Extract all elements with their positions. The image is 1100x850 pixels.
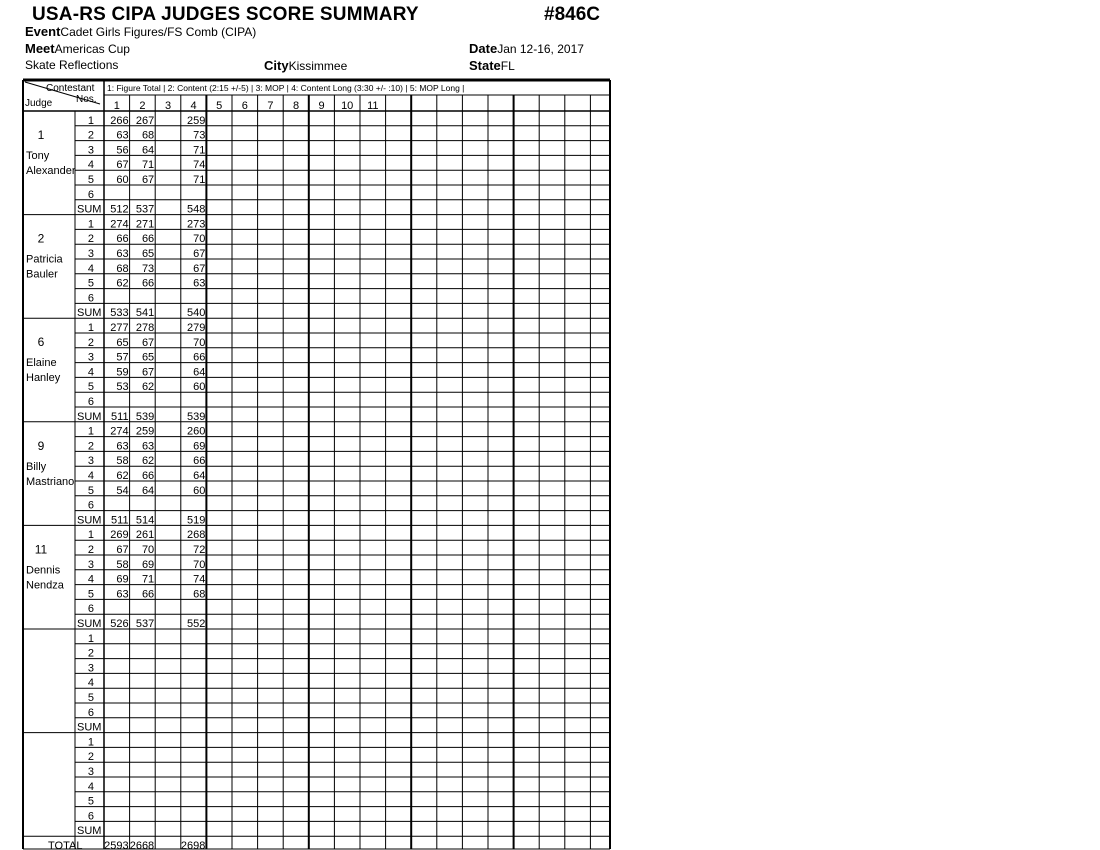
row-label: 4	[87, 677, 94, 690]
contestant-number: 7	[267, 100, 274, 112]
score-cell: 67	[193, 262, 206, 275]
contestant-number: 4	[190, 100, 197, 112]
judge-number: 2	[37, 231, 45, 246]
row-label: 5	[87, 795, 94, 808]
event-value: Cadet Girls Figures/FS Comb (CIPA)	[60, 25, 257, 39]
row-label: SUM	[77, 825, 102, 838]
score-cell: 62	[141, 381, 155, 394]
judge-last-name: Hanley	[26, 372, 61, 385]
row-label: 6	[87, 292, 94, 305]
row-label: 6	[87, 603, 94, 616]
row-label: 6	[87, 810, 94, 823]
score-cell: 519	[187, 514, 206, 527]
row-label: SUM	[77, 410, 102, 423]
row-label: 4	[87, 366, 94, 379]
score-cell: 533	[110, 307, 129, 320]
score-cell: 67	[141, 366, 155, 379]
contestant-number: 3	[164, 100, 172, 112]
score-cell: 271	[135, 218, 155, 231]
row-label: SUM	[77, 203, 102, 216]
city-label: City	[264, 58, 289, 73]
row-label: 2	[87, 544, 94, 556]
score-cell: 63	[193, 277, 206, 290]
score-cell: 540	[187, 307, 206, 320]
score-cell: 63	[116, 440, 129, 453]
score-cell: 64	[193, 470, 206, 482]
score-cell: 62	[116, 470, 129, 482]
score-cell: 260	[187, 425, 206, 438]
contestant-number: 1	[113, 100, 120, 112]
nos-header: Nos.	[76, 94, 97, 105]
score-cell: 261	[135, 529, 155, 542]
score-cell: 60	[116, 174, 129, 186]
score-cell: 63	[116, 588, 129, 601]
score-cell: 74	[193, 159, 206, 172]
total-label: TOTAL	[48, 840, 83, 850]
score-cell: 66	[141, 277, 155, 290]
meet-value: Americas Cup	[54, 42, 130, 56]
score-cell: 59	[116, 366, 129, 379]
row-label: 1	[87, 425, 94, 438]
score-cell: 60	[193, 381, 206, 394]
score-cell: 67	[116, 544, 129, 556]
row-label: SUM	[77, 307, 102, 320]
row-label: 4	[87, 470, 94, 482]
score-cell: 69	[193, 440, 206, 453]
score-cell: 526	[110, 618, 129, 630]
score-cell: 537	[135, 618, 155, 630]
row-label: 2	[87, 336, 94, 349]
judge-first-name: Dennis	[26, 564, 61, 577]
judge-first-name: Patricia	[26, 253, 63, 266]
report-title: USA-RS CIPA JUDGES SCORE SUMMARY	[32, 4, 419, 25]
judge-number: 9	[37, 438, 45, 453]
state-value: FL	[500, 59, 515, 73]
score-cell: 72	[193, 544, 206, 556]
score-cell: 273	[187, 218, 206, 231]
total-cell: 2698	[180, 840, 206, 850]
row-label: 3	[87, 455, 94, 468]
contestant-number: 11	[367, 100, 379, 112]
score-cell: 66	[193, 455, 206, 468]
total-cell: 2593	[104, 840, 129, 850]
score-cell: 64	[141, 484, 155, 497]
row-label: 3	[87, 662, 94, 675]
row-label: 3	[87, 248, 94, 260]
row-label: 4	[87, 262, 94, 275]
row-label: 5	[87, 174, 94, 186]
score-cell: 539	[187, 410, 206, 423]
judge-number: 11	[34, 542, 48, 557]
contestant-number: 9	[318, 100, 325, 112]
score-cell: 512	[110, 203, 129, 216]
judge-last-name: Mastriano	[26, 475, 75, 488]
score-cell: 266	[110, 114, 129, 127]
judge-last-name: Nendza	[26, 579, 64, 592]
score-cell: 552	[187, 618, 206, 630]
row-label: 4	[87, 780, 94, 793]
score-cell: 67	[141, 336, 155, 349]
row-label: SUM	[77, 514, 102, 527]
row-label: 6	[87, 188, 94, 201]
row-label: 3	[87, 766, 94, 778]
score-cell: 65	[116, 336, 129, 349]
city-value: Kissimmee	[288, 59, 348, 73]
score-cell: 57	[116, 351, 129, 364]
score-cell: 511	[111, 514, 129, 527]
score-cell: 514	[135, 514, 155, 527]
score-cell: 259	[187, 114, 206, 127]
score-cell: 63	[116, 248, 129, 260]
score-cell: 62	[141, 455, 155, 468]
score-cell: 279	[187, 322, 206, 334]
score-cell: 68	[193, 588, 206, 601]
score-cell: 67	[116, 159, 129, 172]
score-cell: 539	[135, 410, 155, 423]
row-label: 2	[87, 751, 94, 764]
row-label: 1	[87, 736, 94, 749]
score-cell: 63	[116, 129, 129, 142]
score-cell: 64	[193, 366, 206, 379]
column-legend: 1: Figure Total | 2: Content (2:15 +/-5) | 3: MOP | 4: Content Long (3:30 +/- :10) | 5: MOP Long |	[107, 83, 465, 93]
score-cell: 277	[110, 322, 129, 334]
contestant-number: 8	[292, 100, 300, 112]
score-cell: 259	[135, 425, 155, 438]
club-name: Skate Reflections	[25, 58, 119, 72]
row-label: 3	[87, 351, 94, 364]
row-label: 2	[87, 440, 94, 453]
score-cell: 65	[141, 351, 155, 364]
row-label: 1	[87, 529, 94, 542]
score-cell: 274	[110, 218, 129, 231]
score-cell: 60	[193, 484, 206, 497]
row-label: 5	[87, 381, 94, 394]
score-cell: 74	[193, 573, 206, 586]
judge-first-name: Billy	[26, 460, 47, 473]
score-cell: 66	[141, 470, 155, 482]
score-cell: 541	[135, 307, 155, 320]
score-cell: 54	[116, 484, 129, 497]
score-cell: 56	[116, 144, 129, 157]
score-cell: 267	[135, 114, 155, 127]
score-cell: 65	[141, 248, 155, 260]
judge-number: 1	[37, 128, 45, 142]
score-cell: 274	[110, 425, 129, 438]
score-cell: 67	[141, 174, 155, 186]
judge-last-name: Bauler	[26, 268, 58, 281]
score-cell: 537	[135, 203, 155, 216]
score-cell: 53	[116, 381, 129, 394]
contestant-number: 2	[139, 100, 146, 112]
row-label: 1	[87, 218, 94, 231]
score-cell: 548	[187, 203, 206, 216]
row-label: 6	[87, 396, 94, 408]
row-label: 3	[87, 144, 94, 157]
score-cell: 71	[193, 174, 206, 186]
score-cell: 70	[141, 544, 155, 556]
contestant-number: 5	[216, 100, 223, 112]
score-cell: 66	[193, 351, 206, 364]
score-cell: 71	[141, 159, 155, 172]
score-cell: 62	[116, 277, 129, 290]
score-cell: 68	[116, 262, 129, 275]
score-cell: 511	[111, 410, 129, 423]
score-cell: 268	[187, 529, 206, 542]
row-label: 4	[87, 159, 94, 172]
row-label: 4	[87, 573, 94, 586]
row-label: 2	[87, 647, 94, 660]
row-label: 6	[87, 706, 94, 719]
row-label: 1	[87, 322, 94, 334]
row-label: 5	[87, 277, 94, 290]
report-number: #846C	[544, 4, 600, 25]
row-label: 2	[87, 129, 94, 142]
row-label: 6	[87, 499, 94, 512]
judge-last-name: Alexander	[26, 165, 76, 177]
row-label: 1	[87, 632, 94, 645]
contestant-number: 10	[341, 100, 354, 112]
judge-header: Judge	[25, 98, 53, 109]
score-cell: 71	[141, 573, 155, 586]
score-cell: 71	[193, 144, 206, 157]
meet-label: Meet	[25, 41, 55, 56]
row-label: 1	[87, 114, 94, 127]
score-cell: 67	[193, 248, 206, 260]
score-cell: 58	[116, 558, 129, 571]
score-cell: 66	[141, 588, 155, 601]
row-label: SUM	[77, 618, 102, 630]
score-cell: 269	[110, 529, 129, 542]
judge-first-name: Tony	[26, 150, 50, 162]
score-cell: 64	[141, 144, 155, 157]
row-label: 3	[87, 558, 94, 571]
judge-number: 6	[37, 335, 45, 350]
event-label: Event	[25, 24, 61, 39]
state-label: State	[469, 58, 501, 73]
judge-first-name: Elaine	[26, 357, 57, 370]
score-cell: 73	[141, 262, 155, 275]
score-cell: 70	[193, 233, 206, 246]
row-label: 5	[87, 484, 94, 497]
row-label: 5	[87, 588, 94, 601]
score-cell: 63	[141, 440, 155, 453]
row-label: 5	[87, 692, 94, 704]
contestant-number: 6	[241, 100, 248, 112]
score-cell: 69	[141, 558, 155, 571]
score-cell: 68	[141, 129, 155, 142]
score-cell: 66	[141, 233, 155, 246]
date-label: Date	[469, 41, 498, 56]
score-cell: 73	[193, 129, 206, 142]
date-value: Jan 12-16, 2017	[497, 42, 584, 56]
row-label: SUM	[77, 721, 102, 734]
score-cell: 70	[193, 558, 206, 571]
score-cell: 66	[116, 233, 129, 246]
score-cell: 58	[116, 455, 129, 468]
score-cell: 278	[135, 322, 155, 334]
score-cell: 69	[116, 573, 129, 586]
total-cell: 2668	[129, 840, 155, 850]
contestant-header: Contestant	[46, 83, 95, 94]
score-cell: 70	[193, 336, 206, 349]
row-label: 2	[87, 233, 94, 246]
